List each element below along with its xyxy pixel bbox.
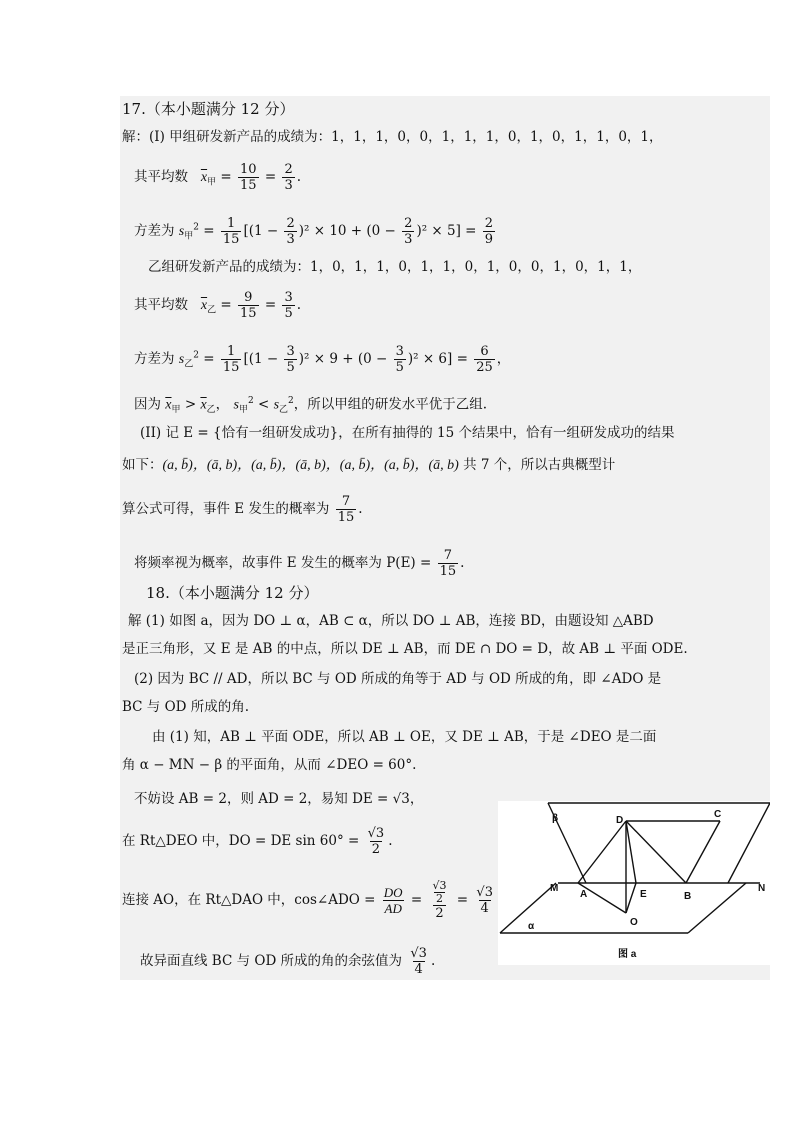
mean-a-symbol: $\overline{x}$ <box>200 170 208 185</box>
variance-a-line: 方差为 $s_甲^2$ = $\frac{1}{15}$ [(1 − $\frac{2}{3}$ )² × 10 + (0 − $\frac{2}{3}$ )² × 5] = $\frac{2}{9}$ <box>134 216 494 247</box>
label-m: M <box>550 883 559 894</box>
label-e: E <box>640 889 647 900</box>
part2-probability-line: 算公式可得，事件 E 发生的概率为 $\frac{7}{15}$ . <box>122 494 363 525</box>
p18-line-7: 不妨设 AB = 2，则 AD = 2，易知 DE = √3， <box>134 791 424 807</box>
p18-answer-line: 故异面直线 BC 与 OD 所成的角的余弦值为 $\frac{√3}{4}$ . <box>140 946 436 977</box>
problem-18-heading: 18.（本小题满分 12 分） <box>146 584 319 602</box>
p18-line-1: 解 (1) 如图 a，因为 DO ⊥ α，AB ⊂ α，所以 DO ⊥ AB，连接 BD，由题设知 △ABD <box>128 613 654 629</box>
comparison-line: 因为 $\overline{x}_甲 > \overline{x}_乙$， $s_甲^2 < s_乙^2$，所以甲组的研发水平优于乙组. <box>134 396 488 416</box>
plane-alpha-right-edge <box>688 883 746 933</box>
variance-a-coeff: $\frac{1}{15}$ <box>222 216 240 247</box>
mean-a-result: $\frac{2}{3}$ <box>284 162 293 193</box>
part2-definition: (II) 记 E = {恰有一组研发成功}，在所有抽得的 15 个结果中，恰有一组研发成功的结果 <box>140 425 675 441</box>
label-a: A <box>580 889 588 900</box>
problem-17-heading: 17.（本小题满分 12 分） <box>122 100 295 118</box>
cos-ratio: $\frac{DO}{AD}$ <box>383 885 403 916</box>
mean-label: 其平均数 <box>134 169 188 185</box>
p18-line-4: BC 与 OD 所成的角. <box>122 699 250 715</box>
variance-b-result: $\frac{6}{25}$ <box>476 344 493 375</box>
mean-a-fraction: $\frac{10}{15}$ <box>240 162 257 193</box>
label-n: N <box>758 883 766 894</box>
part2-final-line: 将频率视为概率，故事件 E 发生的概率为 P(E) = $\frac{7}{15}$ . <box>134 548 465 579</box>
label-alpha: α <box>528 921 535 932</box>
part2-outcomes-line: 如下：(a, b̄)，(ā, b)，(a, b̄)，(ā, b)，(a, b̄)，(a, b̄)，(ā, b) 共 7 个，所以古典概型计 <box>122 457 616 473</box>
segment-eo <box>626 883 636 913</box>
variance-b-line: 方差为 $s_乙^2$ = $\frac{1}{15}$ [(1 − $\frac{3}{5}$ )² × 9 + (0 − $\frac{3}{5}$ )² × 6] = $\frac{6}{25}$ ， <box>134 344 511 375</box>
label-d: D <box>616 815 624 826</box>
p18-line-8: 在 Rt△DEO 中，DO = DE sin 60° = $\frac{√3}{2}$ . <box>122 826 393 857</box>
label-c: C <box>714 809 722 820</box>
p18-line-3: (2) 因为 BC // AD，所以 BC 与 OD 所成的角等于 AD 与 OD 所成的角，即 ∠ADO 是 <box>134 671 662 687</box>
cos-compound-fraction: $\frac{\frac{√3}{2}}{2}$ <box>432 879 447 921</box>
p18-line-9: 连接 AO，在 Rt△DAO 中，cos∠ADO = $\frac{DO}{AD}$ = $\frac{\frac{√3}{2}}{2}$ = $\frac{√3}{4}$ <box>122 879 493 921</box>
mean-b-line: 其平均数 $\overline{x}_乙$ = $\frac{9}{15}$ = $\frac{3}{5}$ . <box>134 290 302 321</box>
group-a-results: 解：(I) 甲组研发新产品的成绩为：1，1，1，0，0，1，1，1，0，1，0，1，1，0，1， <box>122 129 663 145</box>
probability-fraction: $\frac{7}{15}$ <box>337 494 355 525</box>
p18-line-2: 是正三角形，又 E 是 AB 的中点，所以 DE ⊥ AB，而 DE ∩ DO = D，故 AB ⊥ 平面 ODE. <box>122 641 688 657</box>
label-b: B <box>684 891 692 902</box>
mean-a-line: 其平均数 $\overline{x}_甲$ = $\frac{10}{15}$ = $\frac{2}{3}$ . <box>134 162 302 193</box>
outcomes-list: (a, b̄)，(ā, b)，(a, b̄)，(ā, b)，(a, b̄)，(a, b̄)，(ā, b) <box>162 458 459 473</box>
figure-a <box>498 801 770 965</box>
p18-line-6: 角 α − MN − β 的平面角，从而 ∠DEO = 60°. <box>122 757 417 773</box>
p18-line-5: 由 (1) 知，AB ⊥ 平面 ODE，所以 AB ⊥ OE，又 DE ⊥ AB，于是 ∠DEO 是二面 <box>152 729 657 745</box>
mean-b-result: $\frac{3}{5}$ <box>284 290 293 321</box>
variance-a-result: $\frac{2}{9}$ <box>484 216 494 247</box>
final-probability-fraction: $\frac{7}{15}$ <box>439 548 457 579</box>
segment-ad <box>578 821 626 883</box>
do-fraction: $\frac{√3}{2}$ <box>367 826 385 857</box>
label-o: O <box>630 917 638 928</box>
segment-bc <box>686 821 720 883</box>
answer-fraction: $\frac{√3}{4}$ <box>410 946 427 977</box>
label-beta: β <box>552 813 559 824</box>
geometry-diagram <box>498 801 770 965</box>
group-b-results: 乙组研发新产品的成绩为：1，0，1，1，0，1，1，0，1，0，0，1，0，1，1， <box>148 259 642 275</box>
cos-result: $\frac{√3}{4}$ <box>476 885 493 916</box>
mean-a-subscript: 甲 <box>207 177 217 188</box>
plane-beta-edge <box>548 803 770 883</box>
comparison-conclusion: ，所以甲组的研发水平优于乙组. <box>293 396 488 413</box>
figure-caption: 图 a <box>618 949 637 960</box>
mean-b-fraction: $\frac{9}{15}$ <box>240 290 257 321</box>
